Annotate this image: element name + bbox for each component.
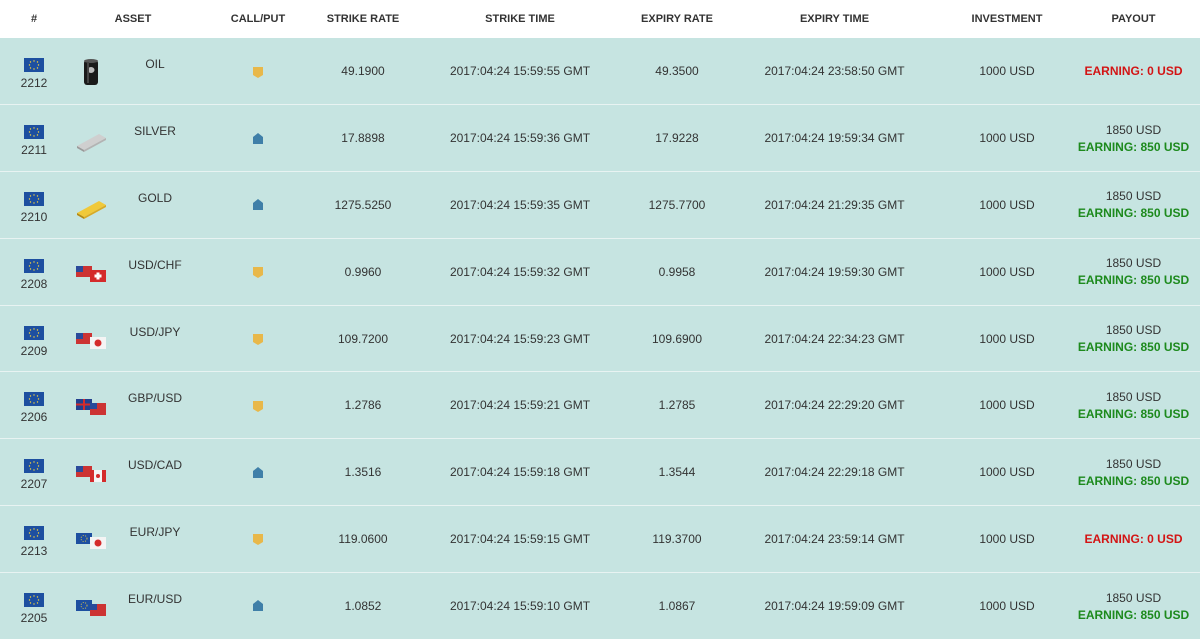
call-marker-icon bbox=[251, 399, 265, 413]
id-cell bbox=[0, 172, 68, 239]
asset-name: USD/CAD bbox=[127, 458, 182, 473]
silver-bar-icon bbox=[74, 124, 108, 154]
header-call-put[interactable]: CALL/PUT bbox=[230, 13, 286, 25]
id-cell bbox=[0, 572, 68, 639]
payout-amount: 1850 USD bbox=[1105, 189, 1162, 204]
direction-cell bbox=[198, 372, 318, 439]
trade-id: 2211 bbox=[21, 143, 47, 158]
investment: 1000 USD bbox=[979, 331, 1035, 346]
expiry-rate: 119.3700 bbox=[652, 531, 702, 546]
table-row[interactable] bbox=[0, 439, 1200, 506]
table-row[interactable] bbox=[0, 506, 1200, 573]
eu-flag-icon bbox=[24, 259, 44, 273]
eu-flag-icon bbox=[24, 125, 44, 139]
payout-cell bbox=[1067, 172, 1200, 239]
oil-barrel-icon bbox=[74, 57, 108, 87]
strike-time: 2017:04:24 15:59:35 GMT bbox=[449, 197, 591, 212]
direction-cell bbox=[198, 172, 318, 239]
eu-flag-icon bbox=[24, 593, 44, 607]
strike-rate: 1275.5250 bbox=[334, 197, 392, 212]
payout-earning: EARNING: 850 USD bbox=[1077, 139, 1190, 154]
strike-rate: 0.9960 bbox=[344, 264, 382, 279]
header-row bbox=[0, 0, 1200, 38]
payout-earning: EARNING: 850 USD bbox=[1077, 206, 1190, 221]
payout-cell bbox=[1067, 38, 1200, 105]
asset-name: EUR/JPY bbox=[129, 524, 181, 539]
call-marker-icon bbox=[251, 265, 265, 279]
payout-cell bbox=[1067, 506, 1200, 573]
strike-time: 2017:04:24 15:59:32 GMT bbox=[449, 264, 591, 279]
expiry-time: 2017:04:24 23:58:50 GMT bbox=[764, 64, 905, 79]
id-cell bbox=[0, 38, 68, 105]
call-marker-icon bbox=[251, 65, 265, 79]
table-body bbox=[0, 38, 1200, 639]
strike-rate: 1.0852 bbox=[344, 599, 382, 614]
payout-earning: EARNING: 850 USD bbox=[1077, 273, 1190, 288]
usd-chf-flags-icon bbox=[74, 258, 108, 288]
asset-name: GOLD bbox=[137, 190, 172, 205]
trade-id: 2206 bbox=[20, 410, 48, 425]
put-marker-icon bbox=[251, 466, 265, 480]
trade-id: 2208 bbox=[20, 276, 48, 291]
table-header bbox=[0, 0, 1200, 38]
expiry-rate: 0.9958 bbox=[658, 264, 696, 279]
asset-name: USD/JPY bbox=[129, 324, 181, 339]
gbp-usd-flags-icon bbox=[74, 391, 108, 421]
payout-cell bbox=[1067, 439, 1200, 506]
strike-time: 2017:04:24 15:59:21 GMT bbox=[449, 398, 591, 413]
payout-cell bbox=[1067, 372, 1200, 439]
asset-name: EUR/USD bbox=[127, 592, 182, 607]
expiry-rate: 1.2785 bbox=[658, 398, 696, 413]
payout-earning: EARNING: 850 USD bbox=[1077, 406, 1190, 421]
asset-cell bbox=[68, 172, 198, 239]
expiry-rate: 1.3544 bbox=[658, 465, 696, 480]
payout-cell bbox=[1067, 238, 1200, 305]
investment: 1000 USD bbox=[979, 531, 1035, 546]
payout-earning: EARNING: 850 USD bbox=[1077, 473, 1190, 488]
trade-id: 2205 bbox=[20, 611, 48, 626]
payout-earning: EARNING: 850 USD bbox=[1077, 607, 1190, 622]
expiry-time: 2017:04:24 22:29:18 GMT bbox=[764, 465, 905, 480]
strike-time: 2017:04:24 15:59:36 GMT bbox=[449, 131, 591, 146]
put-marker-icon bbox=[251, 132, 265, 146]
table-row[interactable] bbox=[0, 238, 1200, 305]
asset-name: OIL bbox=[145, 57, 165, 72]
trade-id: 2210 bbox=[20, 209, 48, 224]
id-cell bbox=[0, 105, 68, 172]
gold-bar-icon bbox=[74, 191, 108, 221]
direction-cell bbox=[198, 38, 318, 105]
header-strike-time[interactable]: STRIKE TIME bbox=[485, 13, 555, 25]
investment: 1000 USD bbox=[979, 599, 1035, 614]
header-expiry-rate[interactable]: EXPIRY RATE bbox=[641, 13, 713, 25]
eu-flag-icon bbox=[24, 526, 44, 540]
id-cell bbox=[0, 238, 68, 305]
payout-cell bbox=[1067, 105, 1200, 172]
investment: 1000 USD bbox=[979, 131, 1035, 146]
table-row[interactable] bbox=[0, 105, 1200, 172]
strike-time: 2017:04:24 15:59:10 GMT bbox=[449, 599, 591, 614]
asset-cell bbox=[68, 238, 198, 305]
table-row[interactable] bbox=[0, 38, 1200, 105]
investment: 1000 USD bbox=[979, 264, 1035, 279]
investment: 1000 USD bbox=[979, 197, 1035, 212]
payout-amount: 1850 USD bbox=[1105, 256, 1162, 271]
asset-cell bbox=[68, 506, 198, 573]
table-row[interactable] bbox=[0, 172, 1200, 239]
put-marker-icon bbox=[251, 198, 265, 212]
table-row[interactable] bbox=[0, 572, 1200, 639]
header-investment[interactable]: INVESTMENT bbox=[971, 13, 1043, 25]
asset-cell bbox=[68, 305, 198, 372]
expiry-time: 2017:04:24 21:29:35 GMT bbox=[764, 197, 905, 212]
asset-cell bbox=[68, 439, 198, 506]
usd-cad-flags-icon bbox=[74, 458, 108, 488]
expiry-rate: 1.0867 bbox=[658, 599, 696, 614]
payout-cell bbox=[1067, 572, 1200, 639]
payout-earning: EARNING: 0 USD bbox=[1084, 531, 1183, 546]
strike-rate: 1.3516 bbox=[344, 465, 382, 480]
expiry-time: 2017:04:24 19:59:30 GMT bbox=[764, 264, 905, 279]
eu-flag-icon bbox=[24, 192, 44, 206]
header-asset[interactable]: ASSET bbox=[114, 13, 152, 25]
id-cell bbox=[0, 372, 68, 439]
put-marker-icon bbox=[251, 599, 265, 613]
payout-amount: 1850 USD bbox=[1105, 590, 1162, 605]
asset-cell bbox=[68, 572, 198, 639]
id-cell bbox=[0, 439, 68, 506]
expiry-rate: 109.6900 bbox=[651, 331, 703, 346]
investment: 1000 USD bbox=[979, 398, 1035, 413]
id-cell bbox=[0, 305, 68, 372]
strike-time: 2017:04:24 15:59:55 GMT bbox=[449, 64, 591, 79]
expiry-time: 2017:04:24 23:59:14 GMT bbox=[764, 531, 905, 546]
eu-flag-icon bbox=[24, 58, 44, 72]
eu-flag-icon bbox=[24, 326, 44, 340]
call-marker-icon bbox=[251, 332, 265, 346]
asset-name: USD/CHF bbox=[128, 257, 182, 272]
table-row[interactable] bbox=[0, 372, 1200, 439]
asset-cell bbox=[68, 38, 198, 105]
eur-usd-flags-icon bbox=[74, 592, 108, 622]
call-marker-icon bbox=[251, 532, 265, 546]
direction-cell bbox=[198, 238, 318, 305]
strike-rate: 119.0600 bbox=[338, 531, 388, 546]
eur-jpy-flags-icon bbox=[74, 525, 108, 555]
payout-earning: EARNING: 0 USD bbox=[1084, 64, 1183, 79]
expiry-rate: 49.3500 bbox=[655, 64, 699, 79]
trade-id: 2212 bbox=[20, 76, 48, 91]
payout-earning: EARNING: 850 USD bbox=[1077, 340, 1190, 355]
direction-cell bbox=[198, 105, 318, 172]
payout-amount: 1850 USD bbox=[1105, 323, 1162, 338]
header-strike-rate[interactable]: STRIKE RATE bbox=[326, 13, 400, 25]
trade-id: 2209 bbox=[20, 343, 48, 358]
strike-rate: 109.7200 bbox=[337, 331, 389, 346]
strike-rate: 1.2786 bbox=[344, 398, 382, 413]
expiry-time: 2017:04:24 19:59:34 GMT bbox=[764, 131, 905, 146]
header-id[interactable]: # bbox=[30, 13, 38, 25]
eu-flag-icon bbox=[24, 392, 44, 406]
eu-flag-icon bbox=[24, 459, 44, 473]
strike-time: 2017:04:24 15:59:18 GMT bbox=[449, 465, 591, 480]
payout-amount: 1850 USD bbox=[1105, 456, 1162, 471]
trade-id: 2213 bbox=[20, 543, 48, 558]
expiry-rate: 1275.7700 bbox=[648, 197, 706, 212]
strike-time: 2017:04:24 15:59:23 GMT bbox=[449, 331, 591, 346]
trade-id: 2207 bbox=[20, 477, 48, 492]
payout-amount: 1850 USD bbox=[1105, 389, 1162, 404]
investment: 1000 USD bbox=[979, 64, 1035, 79]
asset-name: SILVER bbox=[134, 124, 176, 139]
investment: 1000 USD bbox=[979, 465, 1035, 480]
expiry-time: 2017:04:24 22:29:20 GMT bbox=[764, 398, 905, 413]
direction-cell bbox=[198, 506, 318, 573]
direction-cell bbox=[198, 572, 318, 639]
id-cell bbox=[0, 506, 68, 573]
asset-cell bbox=[68, 372, 198, 439]
payout-cell bbox=[1067, 305, 1200, 372]
table-row[interactable] bbox=[0, 305, 1200, 372]
strike-rate: 49.1900 bbox=[341, 64, 385, 79]
expiry-time: 2017:04:24 22:34:23 GMT bbox=[764, 331, 905, 346]
direction-cell bbox=[198, 439, 318, 506]
expiry-time: 2017:04:24 19:59:09 GMT bbox=[764, 599, 905, 614]
strike-rate: 17.8898 bbox=[341, 131, 385, 146]
header-payout[interactable]: PAYOUT bbox=[1111, 13, 1156, 25]
strike-time: 2017:04:24 15:59:15 GMT bbox=[449, 531, 591, 546]
asset-cell bbox=[68, 105, 198, 172]
payout-amount: 1850 USD bbox=[1105, 122, 1162, 137]
usd-jpy-flags-icon bbox=[74, 325, 108, 355]
direction-cell bbox=[198, 305, 318, 372]
expiry-rate: 17.9228 bbox=[655, 131, 699, 146]
asset-name: GBP/USD bbox=[127, 391, 182, 406]
header-expiry-time[interactable]: EXPIRY TIME bbox=[799, 13, 870, 25]
